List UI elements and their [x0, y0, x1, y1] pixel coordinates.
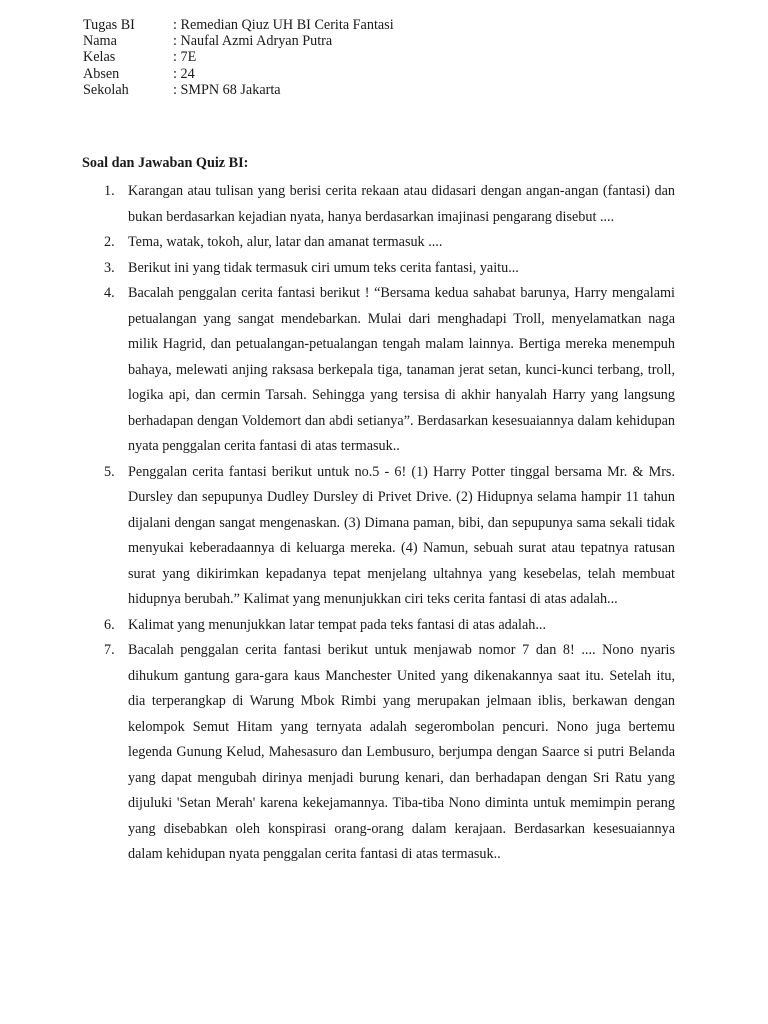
question-number: 4. — [104, 285, 115, 301]
header-value: : Remedian Qiuz UH BI Cerita Fantasi — [173, 17, 394, 33]
question-text: Berikut ini yang tidak termasuk ciri umum teks cerita fantasi, yaitu... — [128, 259, 519, 276]
question-item — [104, 256, 675, 282]
section-title: Soal dan Jawaban Quiz BI: — [82, 155, 249, 171]
header-value: : Naufal Azmi Adryan Putra — [173, 33, 333, 50]
header-row-nama — [83, 33, 394, 49]
question-item — [104, 230, 675, 256]
question-item — [104, 613, 675, 639]
question-number: 3. — [104, 259, 115, 276]
header-info — [83, 17, 394, 98]
question-text: Tema, watak, tokoh, alur, latar dan amanat termasuk .... — [128, 234, 443, 250]
question-text: Bacalah penggalan cerita fantasi berikut ! “Bersama kedua sahabat barunya, Harry mengalami petualangan yang sangat mendebarkan. Mulai dari menghadapi Troll, menyelamatkan naga milik Hagrid, dan petualangan-petualangan tengah malam lainnya. Bertiga mereka menempuh bahaya, melewati anjing raksasa berkepala tiga, tanaman jerat setan, kunci-kunci terbang, troll, logika api, dan cermin Tarsah. Sehingga yang tersisa di akhir hanyalah Harry yang langsung berhadapan dengan Voldemort dan abdi setianya”. Berdasarkan kesesuaiannya dalam kehidupan nyata penggalan cerita fantasi di atas termasuk.. — [128, 285, 675, 454]
question-text: Penggalan cerita fantasi berikut untuk no.5 - 6! (1) Harry Potter tinggal bersama Mr. & Mrs. Dursley dan sepupunya Dudley Dursley di Privet Drive. (2) Hidupnya selama hampir 11 tahun dijalani dengan sangat mengenaskan. (3) Dimana paman, bibi, dan sepupunya sama sekali tidak menyukai keberadaannya di keluarga mereka. (4) Namun, sebuah surat atau tepatnya ratusan surat yang dikirimkan kepadanya tepat menjelang ultahnya yang kesebelas, telah membuat hidupnya berubah.” Kalimat yang menunjukkan ciri teks cerita fantasi di atas adalah... — [128, 463, 675, 607]
question-number: 5. — [104, 463, 115, 480]
header-value: : 24 — [173, 65, 195, 82]
header-row-absen — [83, 66, 394, 82]
header-row-sekolah — [83, 82, 394, 98]
header-row-kelas — [83, 49, 394, 65]
question-text: Bacalah penggalan cerita fantasi berikut untuk menjawab nomor 7 dan 8! .... Nono nyaris dihukum gantung gara-gara kaus Manchester United yang dikenakannya saat itu. Setelah itu, dia terperangkap di Warung Mbok Rimbi yang merupakan jelmaan iblis, berkawan dengan kelompok Semut Hitam yang ternyata adalah segerombolan pencuri. Nono juga bertemu legenda Gunung Kelud, Mahesasuro dan Lembusuro, berjumpa dengan Saarce si putri Belanda yang dapat mengubah dirinya menjadi burung kenari, dan berhadapan dengan Sri Ratu yang dijuluki 'Setan Merah' karena kekejamannya. Tiba-tiba Nono diminta untuk memimpin perang yang disebabkan oleh konspirasi orang-orang dalam kerajaan. Berdasarkan kesesuaiannya dalam kehidupan nyata penggalan cerita fantasi di atas termasuk.. — [128, 642, 675, 862]
question-list — [104, 179, 675, 868]
header-value: : SMPN 68 Jakarta — [173, 81, 281, 98]
question-item — [104, 638, 675, 868]
question-text: Kalimat yang menunjukkan latar tempat pada teks fantasi di atas adalah... — [128, 616, 546, 633]
question-number: 2. — [104, 234, 115, 250]
question-text: Karangan atau tulisan yang berisi cerita rekaan atau didasari dengan angan-angan (fantasi) dan bukan berdasarkan kejadian nyata, hanya berdasarkan imajinasi pengarang disebut .... — [128, 183, 675, 225]
question-number: 7. — [104, 642, 115, 658]
header-value: : 7E — [173, 49, 197, 66]
question-number: 6. — [104, 616, 115, 633]
header-label: Sekolah — [83, 81, 129, 98]
header-label: Kelas — [83, 49, 116, 66]
header-row-tugas — [83, 17, 394, 33]
question-item — [104, 179, 675, 230]
header-label: Absen — [83, 65, 120, 82]
question-item — [104, 281, 675, 460]
question-item — [104, 460, 675, 613]
header-label: Tugas BI — [83, 17, 135, 33]
question-number: 1. — [104, 183, 115, 199]
header-label: Nama — [83, 33, 117, 50]
